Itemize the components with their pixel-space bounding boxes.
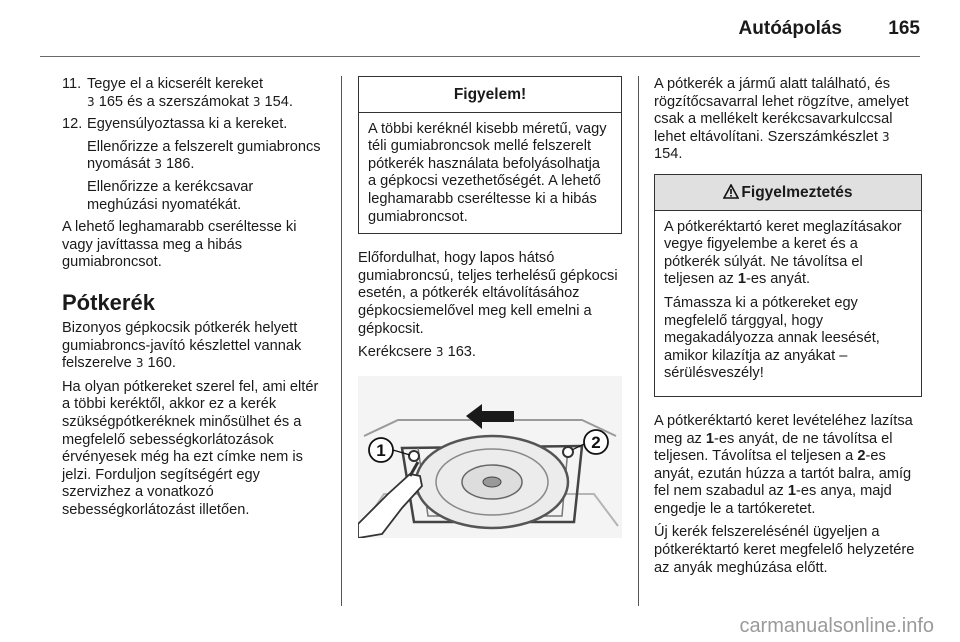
reference-arrow-icon: 3 [252, 94, 261, 109]
svg-text:2: 2 [591, 432, 601, 452]
reference-arrow-icon: 3 [87, 94, 95, 109]
column-divider-2 [638, 76, 639, 606]
paragraph: A pótkeréktartó keret levételéhez lazítsa meg az 1-es anyát, de ne távolítsa el teljesen. Távolítsa el teljesen a 2-es anyát, ezután húzza a tartót balra, amíg fel nem szabadul az 1-es anya, majd engedje le a tartókeretet. [654, 412, 913, 517]
warning-title: Figyelmeztetés [741, 183, 853, 201]
warning-text: A pótkeréktartó keret meglazításakor vegye figyelembe a keret és a pótkerék súlyát. Ne távolítsa el teljesen az 1-es anyát. [664, 218, 902, 288]
page-number: 165 [888, 18, 920, 39]
warning-triangle-icon [723, 184, 739, 199]
paragraph: Kerékcsere 3 163. [358, 344, 476, 361]
column-1 [62, 76, 326, 525]
nut-1 [409, 451, 419, 461]
notice-title: Figyelem! [359, 77, 621, 113]
list-item-12 [62, 116, 326, 134]
list-item-11 [62, 76, 326, 111]
paragraph: A lehető leghamarabb cseréltesse ki vagy javíttassa meg a hibás gumiabroncsot. [62, 219, 297, 271]
paragraph: A pótkerék a jármű alatt található, és rögzítőcsavarral lehet rögzítve, amelyet csak a mellékelt kerékcsavarkulccsal lehet eltávolítani. Szerszámkészlet 3 154. [654, 76, 909, 163]
notice-box [358, 76, 622, 234]
paragraph: Bizonyos gépkocsik pótkerék helyett gumiabroncs-javító készlettel vannak felszerelve 3 160. [62, 319, 302, 372]
warning-body [655, 211, 921, 396]
list-text: Egyensúlyoztassa ki a kereket. [87, 116, 288, 133]
header-rule [40, 56, 920, 57]
section-title: Pótkerék [62, 289, 155, 315]
list-text-cont: 165 és a szerszámokat [98, 93, 249, 110]
warning-box [654, 174, 922, 397]
column-divider-1 [341, 76, 342, 606]
list-number: 12. [62, 116, 83, 133]
spare-wheel-illustration [358, 376, 622, 538]
reference-arrow-icon: 3 [435, 345, 444, 360]
chapter-title: Autóápolás [738, 18, 842, 39]
notice-text: A többi keréknél kisebb méretű, vagy téli gumiabroncsok mellé felszerelt pótkerék használata befolyásolhatja a gépkocsi vezethetőségét. A lehető leghamarabb cseréltesse ki a hibás gumiabroncsot. [368, 120, 607, 225]
warning-text: Támassza ki a pótkereket egy megfelelő tárggyal, hogy megakadályozza annak leesését, amikor kilazítja az anyákat – sérülésveszély! [664, 294, 880, 382]
nut-2 [563, 447, 573, 457]
page-header [40, 0, 920, 58]
list-subitem: Ellenőrizze a kerékcsavar meghúzási nyomatékát. [87, 178, 254, 213]
reference-arrow-icon: 3 [135, 356, 144, 371]
list-text: Tegye el a kicserélt kereket [87, 76, 264, 92]
list-subitem: Ellenőrizze a felszerelt gumiabroncs nyomását 3 186. [87, 138, 321, 173]
list-ref: 154. [264, 93, 293, 110]
paragraph: Új kerék felszerelésénél ügyeljen a pótkeréktartó keret megfelelő helyzetére az anyák meghúzása előtt. [654, 524, 915, 576]
watermark: carmanualsonline.info [739, 615, 934, 637]
column-2 [358, 76, 622, 543]
reference-arrow-icon: 3 [154, 157, 162, 172]
list-number: 11. [62, 76, 82, 92]
paragraph: Ha olyan pótkereket szerel fel, ami eltér a többi keréktől, akkor ez a kerék szükségpótkeréknek minősülhet és a megfelelő sebességkorlátozások érvényesek még ha ezt címke nem is jelzi. Forduljon segítségért egy szervizhez a vonatkozó sebességkorlátozást illetően. [62, 378, 319, 518]
warning-header [655, 175, 921, 211]
column-3 [654, 76, 922, 583]
paragraph: Előfordulhat, hogy lapos hátsó gumiabroncsú, teljes terhelésű gépkocsi esetén, a pótkerék eltávolításához gépkocsiemelővel meg kell emelni a gépkocsit. [358, 250, 618, 337]
svg-text:1: 1 [376, 440, 386, 460]
reference-arrow-icon: 3 [881, 129, 890, 144]
